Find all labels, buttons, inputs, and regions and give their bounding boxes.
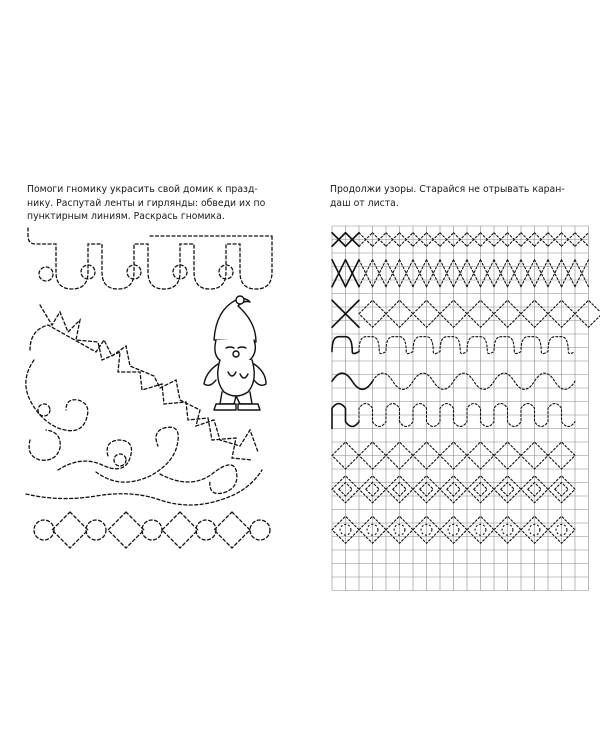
- double-x-pattern-mark: [413, 260, 427, 287]
- left-instruction-line-1: Помоги гномику украсить свой домик к празд-: [27, 184, 258, 195]
- gnome-icon: [204, 296, 266, 410]
- double-x-pattern-mark: [359, 260, 373, 287]
- double-x-pattern-mark: [373, 260, 387, 287]
- diamond-x-pattern-mark: [575, 300, 600, 327]
- double-x-pattern-mark: [562, 260, 576, 287]
- double-x-pattern-mark: [535, 260, 549, 287]
- double-x-pattern-mark: [386, 260, 400, 287]
- right-instruction-line-1: Продолжи узоры. Старайся не отрывать каран-: [330, 184, 565, 195]
- double-x-pattern-mark: [508, 260, 522, 287]
- double-x-pattern-mark: [481, 260, 495, 287]
- double-x-pattern-mark: [467, 260, 481, 287]
- double-x-pattern-mark: [521, 260, 535, 287]
- sine-wave-pattern: [332, 373, 373, 389]
- double-x-pattern-mark: [400, 260, 414, 287]
- double-x-pattern-mark: [346, 260, 360, 287]
- double-x-pattern-mark: [454, 260, 468, 287]
- double-x-pattern-mark: [548, 260, 562, 287]
- double-x-pattern-mark: [332, 260, 346, 287]
- garland-arches: [28, 228, 272, 289]
- double-x-pattern-mark: [494, 260, 508, 287]
- double-x-pattern-mark: [440, 260, 454, 287]
- curly-ribbon-bottom: [26, 470, 262, 505]
- left-instruction-line-3: пунктирным линиям. Раскрась гномика.: [27, 211, 225, 222]
- double-x-pattern-mark: [575, 260, 589, 287]
- bead-garland: [34, 512, 270, 548]
- right-instruction-line-2: даш от листа.: [330, 197, 399, 209]
- squared-grid: [332, 226, 589, 591]
- sine-wave-pattern: [373, 373, 576, 389]
- left-instruction-line-2: нику. Распутай ленты и гирлянды: обведи их по: [27, 197, 266, 209]
- double-x-pattern-mark: [427, 260, 441, 287]
- right-page: [300, 0, 600, 750]
- pattern-worksheet: [300, 0, 600, 750]
